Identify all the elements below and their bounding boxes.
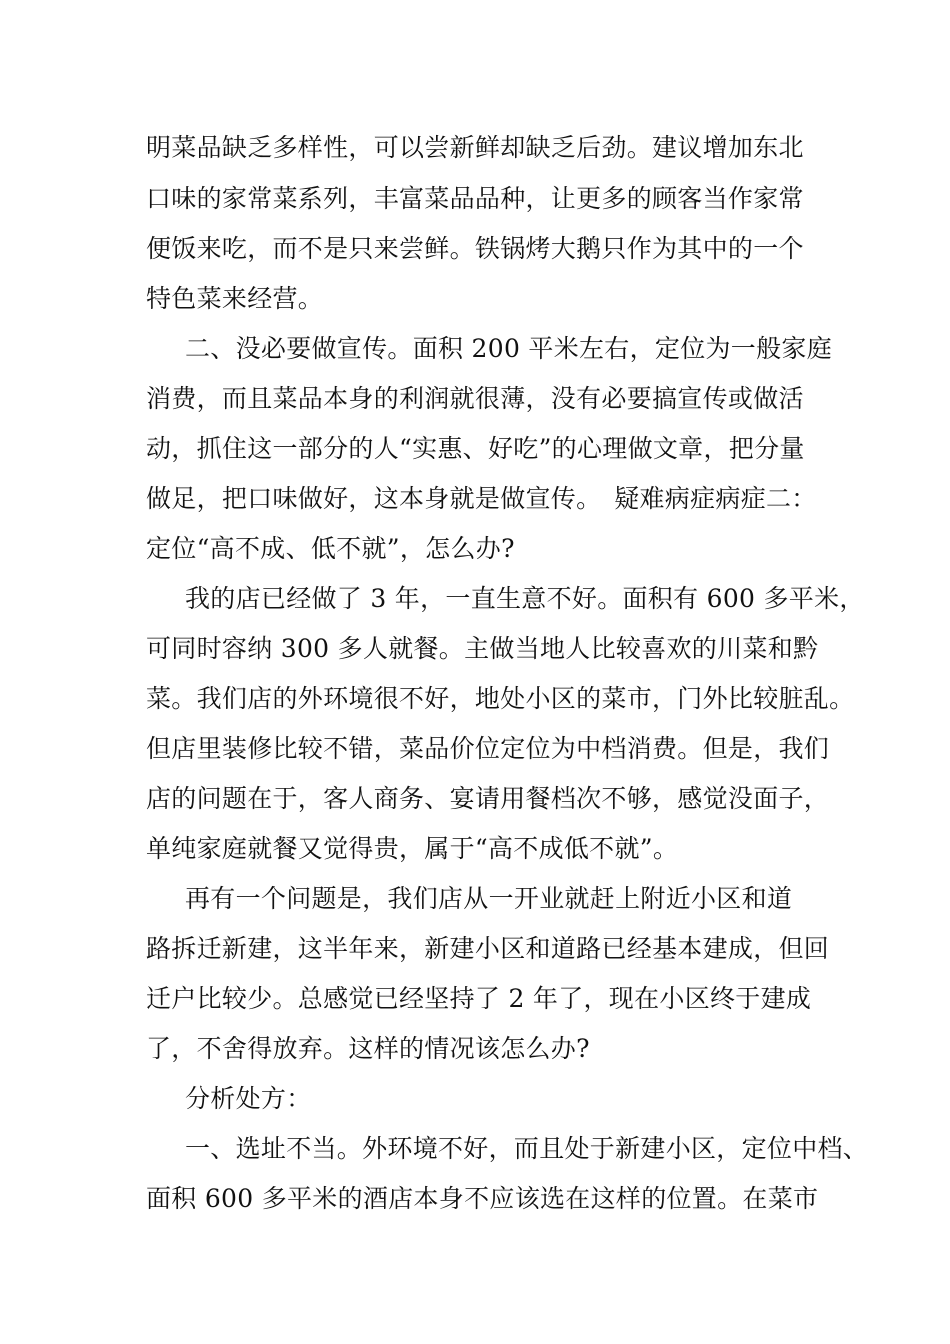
section-heading-line: 定位“高不成、低不就”，怎么办? <box>146 534 515 563</box>
text-line: 可同时容纳 300 多人就餐。主做当地人比较喜欢的川菜和黔 <box>146 634 819 663</box>
text-line: 口味的家常菜系列，丰富菜品品种，让更多的顾客当作家常 <box>146 184 804 213</box>
paragraph-start-line: 一、选址不当。外环境不好，而且处于新建小区，定位中档、 <box>185 1134 869 1163</box>
text-line: 面积 600 多平米的酒店本身不应该选在这样的位置。在菜市 <box>146 1184 819 1213</box>
text-line: 迁户比较少。总感觉已经坚持了 2 年了，现在小区终于建成 <box>146 984 812 1013</box>
text-line: 菜。我们店的外环境很不好，地处小区的菜市，门外比较脏乱。 <box>146 684 855 713</box>
text-line: 动，抓住这一部分的人“实惠、好吃”的心理做文章，把分量 <box>146 434 805 463</box>
paragraph-start-line: 二、没必要做宣传。面积 200 平米左右，定位为一般家庭 <box>185 334 833 363</box>
text-line: 做足，把口味做好，这本身就是做宣传。 疑难病症病症二： <box>146 484 817 513</box>
text-line: 便饭来吃，而不是只来尝鲜。铁锅烤大鹅只作为其中的一个 <box>146 234 804 263</box>
paragraph-start-line: 我的店已经做了 3 年，一直生意不好。面积有 600 多平米， <box>185 584 865 613</box>
text-line: 明菜品缺乏多样性，可以尝新鲜却缺乏后劲。建议增加东北 <box>146 133 804 162</box>
text-line: 单纯家庭就餐又觉得贵，属于“高不成低不就”。 <box>146 834 679 863</box>
paragraph-start-line: 再有一个问题是，我们店从一开业就赶上附近小区和道 <box>185 884 793 913</box>
text-line: 特色菜来经营。 <box>146 284 324 313</box>
subheading-line: 分析处方： <box>185 1084 312 1113</box>
text-line: 消费，而且菜品本身的利润就很薄，没有必要搞宣传或做活 <box>146 384 804 413</box>
text-line: 店的问题在于，客人商务、宴请用餐档次不够，感觉没面子， <box>146 784 830 813</box>
text-line: 但店里装修比较不错，菜品价位定位为中档消费。但是，我们 <box>146 734 830 763</box>
text-line: 了，不舍得放弃。这样的情况该怎么办? <box>146 1034 590 1063</box>
text-line: 路拆迁新建，这半年来，新建小区和道路已经基本建成，但回 <box>146 934 830 963</box>
